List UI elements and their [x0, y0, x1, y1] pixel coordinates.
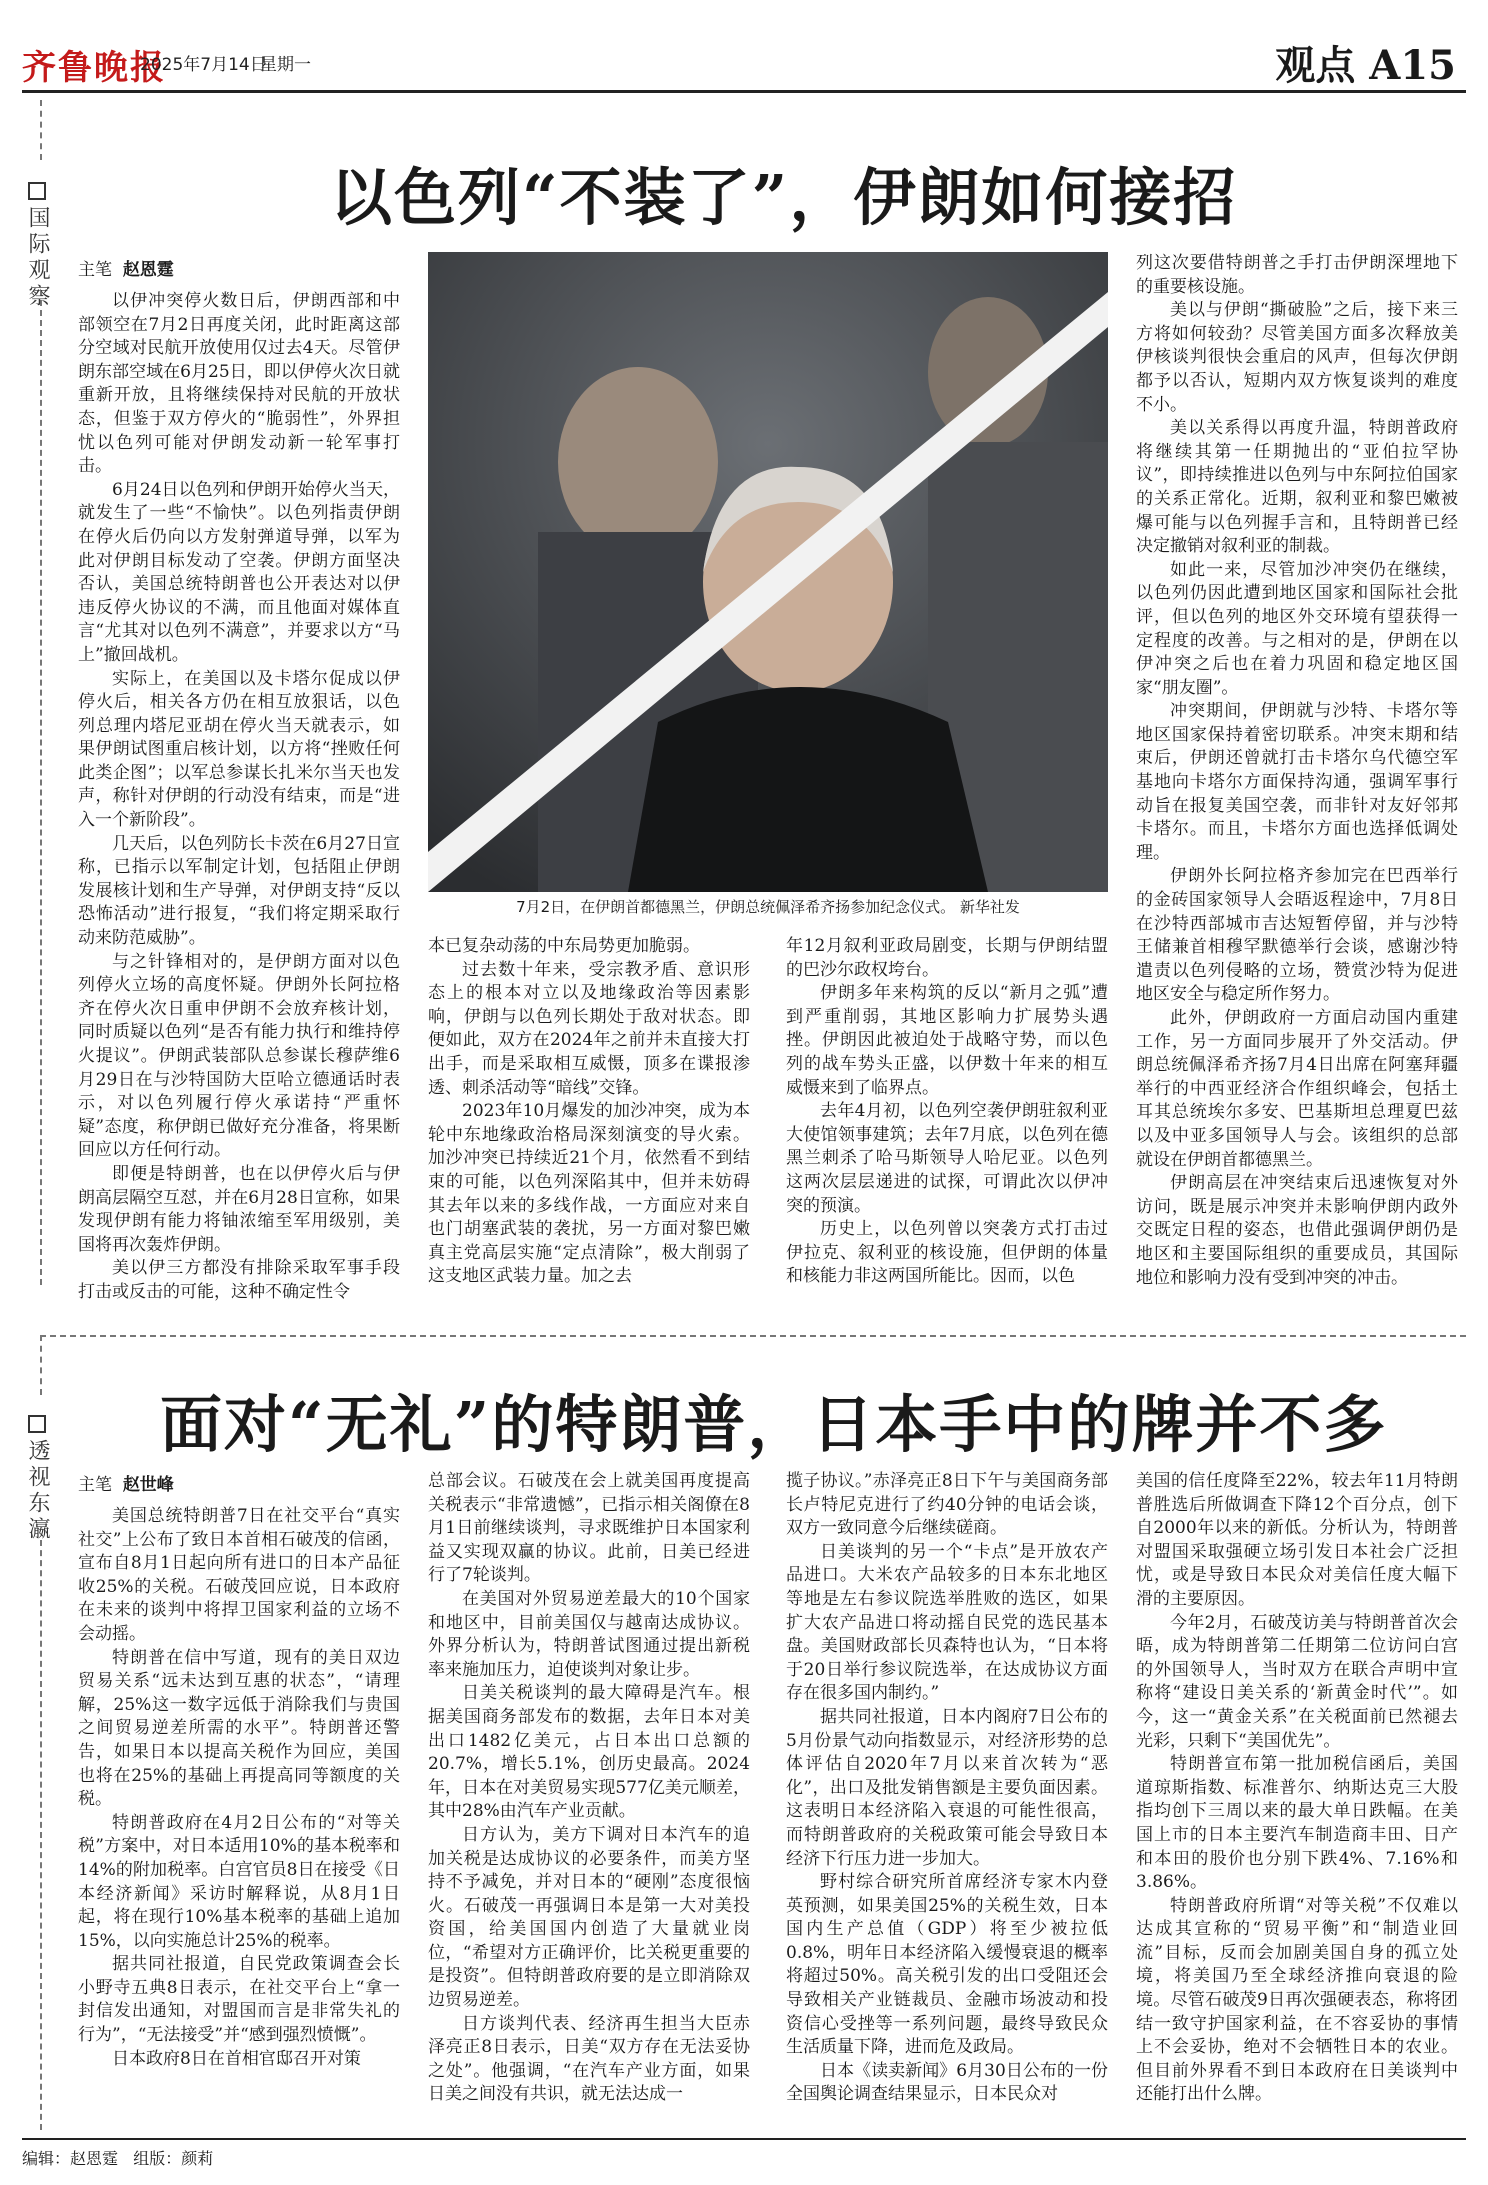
issue-weekday: 星期一	[260, 55, 311, 75]
section-divider-vertical	[40, 1335, 42, 1395]
paragraph: 6月24日以色列和伊朗开始停火当天，就发生了一些“不愉快”。以色列指责伊朗在停火后仍向以方发射弹道导弹，以军为此对伊朗目标发动了空袭。伊朗方面坚决否认，美国总统特朗普也公开表达对以伊违反停火协议的不满，而且他面对媒体直言“尤其对以色列不满意”，并要求以方“马上”撤回战机。	[78, 479, 400, 665]
paragraph: 2023年10月爆发的加沙冲突，成为本轮中东地缘政治格局深刻演变的导火索。加沙冲突已持续近21个月，依然看不到结束的可能，以色列深陷其中，但并未妨碍其去年以来的多线作战，一方面应对来自也门胡塞武装的袭扰，另一方面对黎巴嫩真主党高层实施“定点清除”，极大削弱了这支地区武装力量。加之去	[428, 1101, 750, 1287]
page-section-label: 观点 A15	[1275, 42, 1456, 89]
paragraph: 日本政府8日在首相官邸召开对策	[112, 2048, 361, 2069]
paragraph: 美以关系得以再度升温，特朗普政府将继续其第一任期抛出的“亚伯拉罕协议”，即持续推进以色列与中东阿拉伯国家的关系正常化。近期，叙利亚和黎巴嫩被爆可能与以色列握手言和，且特朗普已经决定撤销对叙利亚的制裁。	[1136, 418, 1458, 557]
paragraph: 历史上，以色列曾以突袭方式打击过伊拉克、叙利亚的核设施，但伊朗的体量和核能力非这两国所能比。因而，以色	[786, 1219, 1108, 1287]
editor-credit: 编辑：赵恩霆	[22, 2149, 119, 2168]
article-column-1	[78, 1505, 400, 2071]
layout-credit: 组版：颜莉	[133, 2149, 214, 2168]
paragraph: 特朗普在信中写道，现有的美日双边贸易关系“远未达到互惠的状态”，“请理解，25%这一数字远低于消除我们与贵国之间贸易逆差所需的水平”。特朗普还警告，如果日本以提高关税作为回应，美国也将在25%的基础上再提高同等额度的关税。	[78, 1647, 400, 1810]
article-column-4	[1136, 1470, 1458, 2107]
paragraph: 在美国对外贸易逆差最大的10个国家和地区中，目前美国仅与越南达成协议。外界分析认为，特朗普试图通过提出新税率来施加压力，迫使谈判对象让步。	[428, 1588, 750, 1680]
paragraph: 据共同社报道，日本内阁府7日公布的5月份景气动向指数显示，对经济形势的总体评估自2020年7月以来首次转为“恶化”，出口及批发销售额是主要负面因素。这表明日本经济陷入衰退的可能性很高，而特朗普政府的关税政策可能会导致日本经济下行压力进一步加大。	[786, 1706, 1108, 1869]
article-column-2	[428, 1470, 750, 2107]
footer-rule	[22, 2138, 1466, 2140]
paragraph: 以伊冲突停火数日后，伊朗西部和中部领空在7月2日再度关闭，此时距离这部分空域对民航开放使用仅过去4天。尽管伊朗东部空域在6月25日，即以伊停火次日就重新开放，且将继续保持对民航的开放状态，但鉴于双方停火的“脆弱性”，外界担忧以色列可能对伊朗发动新一轮军事打击。	[78, 291, 400, 477]
issue-date: 2025年7月14日	[140, 55, 267, 75]
newspaper-masthead: 齐鲁晚报	[22, 48, 166, 88]
paragraph: 实际上，在美国以及卡塔尔促成以伊停火后，相关各方仍在相互放狠话，以色列总理内塔尼亚胡在停火当天就表示，如果伊朗试图重启核计划，以方将“挫败任何此类企图”；以军总参谋长扎米尔当天也发声，称针对伊朗的行动没有结束，而是“进入一个新阶段”。	[78, 668, 400, 831]
article-column-1	[78, 290, 400, 1305]
paragraph: 日美谈判的另一个“卡点”是开放农产品进口。大米农产品较多的日本东北地区等地是左右参议院选举胜败的选区，如果扩大农产品进口将动摇自民党的选民基本盘。美国财政部长贝森特也认为，“日本将于20日举行参议院选举，在达成协议方面存在很多国内制约。”	[786, 1541, 1108, 1704]
news-photo	[428, 252, 1108, 892]
paragraph: 过去数十年来，受宗教矛盾、意识形态上的根本对立以及地缘政治等因素影响，伊朗与以色列长期处于敌对状态。即便如此，双方在2024年之前并未直接大打出手，而是采取相互威慑，顶多在谍报渗透、刺杀活动等“暗线”交锋。	[428, 959, 750, 1098]
paragraph: 日方认为，美方下调对日本汽车的追加关税是达成协议的必要条件，而美方坚持不予减免，并对日本的“硬刚”态度很恼火。石破茂一再强调日本是第一大对美投资国，给美国国内创造了大量就业岗位，“希望对方正确评价，比关税更重要的是投资”。但特朗普政府要的是立即消除双边贸易逆差。	[428, 1824, 750, 2011]
article-column-4	[1136, 252, 1458, 1290]
paragraph: 揽子协议。”赤泽亮正8日下午与美国商务部长卢特尼克进行了约40分钟的电话会谈，双方一致同意今后继续磋商。	[786, 1471, 1108, 1539]
section-divider-vertical	[40, 100, 42, 160]
photo-illustration	[428, 252, 1108, 892]
paragraph: 列这次要借特朗普之手打击伊朗深埋地下的重要核设施。	[1136, 253, 1458, 297]
paragraph: 去年4月初，以色列空袭伊朗驻叙利亚大使馆领事建筑；去年7月底，以色列在德黑兰刺杀了哈马斯领导人哈尼亚。以色列这两次层层递进的试探，可谓此次以伊冲突的预演。	[786, 1101, 1108, 1216]
article-column-3	[786, 935, 1108, 1289]
section-divider-vertical	[40, 1540, 42, 2130]
paragraph: 伊朗外长阿拉格齐参加完在巴西举行的金砖国家领导人会晤返程途中，7月8日在沙特西部城市吉达短暂停留，并与沙特王储兼首相穆罕默德举行会谈，感谢沙特遣责以色列侵略的立场，赞赏沙特为促进地区安全与稳定所作努力。	[1136, 866, 1458, 1005]
section-tag-box	[28, 182, 46, 200]
paragraph: 日本《读卖新闻》6月30日公布的一份全国舆论调查结果显示，日本民众对	[786, 2060, 1108, 2105]
paragraph: 年12月叙利亚政局剧变，长期与伊朗结盟的巴沙尔政权垮台。	[786, 936, 1108, 980]
section-tag: 透视东瀛	[22, 1415, 53, 1543]
paragraph: 如此一来，尽管加沙冲突仍在继续，以色列仍因此遭到地区国家和国际社会批评，但以色列的地区外交环境有望获得一定程度的改善。与之相对的是，伊朗在以伊冲突之后也在着力巩固和稳定地区国家“朋友圈”。	[1136, 559, 1458, 698]
header-rule	[22, 90, 1466, 93]
section-tag-box	[28, 1415, 46, 1433]
paragraph: 美国的信任度降至22%，较去年11月特朗普胜选后所做调查下降12个百分点，创下自2000年以来的新低。分析认为，特朗普对盟国采取强硬立场引发日本社会广泛担忧，或是导致日本民众对美信任度大幅下滑的主要原因。	[1136, 1471, 1458, 1609]
paragraph: 此外，伊朗政府一方面启动国内重建工作，另一方面同步展开了外交活动。伊朗总统佩泽希齐扬7月4日出席在阿塞拜疆举行的中西亚经济合作组织峰会，包括土耳其总统埃尔多安、巴基斯坦总理夏巴兹以及中亚多国领导人与会。该组织的总部就设在伊朗首都德黑兰。	[1136, 1008, 1458, 1170]
article-divider	[40, 1335, 1466, 1337]
article-headline: 以色列“不装了”，伊朗如何接招	[330, 161, 1238, 234]
paragraph: 特朗普政府在4月2日公布的“对等关税”方案中，对日本适用10%的基本税率和14%的附加税率。白宫官员8日在接受《日本经济新闻》采访时解释说，从8月1日起，将在现行10%基本税率的基础上追加15%，以向实施总计25%的税率。	[78, 1812, 400, 1951]
article-byline: 主笔 赵恩霆	[78, 260, 174, 280]
paragraph: 总部会议。石破茂在会上就美国再度提高关税表示“非常遗憾”，已指示相关阁僚在8月1日前继续谈判，寻求既维护日本国家利益又实现双赢的协议。此前，日美已经进行了7轮谈判。	[428, 1471, 750, 1586]
paragraph: 美以与伊朗“撕破脸”之后，接下来三方将如何较劲？尽管美国方面多次释放美伊核谈判很快会重启的风声，但每次伊朗都予以否认，短期内双方恢复谈判的难度不小。	[1136, 300, 1458, 415]
article-headline: 面对“无礼”的特朗普，日本手中的牌并不多	[160, 1388, 1388, 1461]
paragraph: 特朗普政府所谓“对等关税”不仅难以达成其宣称的“贸易平衡”和“制造业回流”目标，反而会加剧美国自身的孤立处境，将美国乃至全球经济推向衰退的险境。尽管石破茂9日再次强硬表态，称将团结一致守护国家利益，在不容妥协的事情上不会妥协，绝对不会牺牲日本的农业。但目前外界看不到日本政府在日美谈判中还能打出什么牌。	[1136, 1895, 1458, 2105]
paragraph: 美以伊三方都没有排除采取军事手段打击或反击的可能，这种不确定性令	[78, 1258, 400, 1302]
page-footer	[22, 2146, 213, 2169]
article-byline: 主笔 赵世峰	[78, 1475, 174, 1495]
paragraph: 伊朗高层在冲突结束后迅速恢复对外访问，既是展示冲突并未影响伊朗内政外交既定日程的姿态，也借此强调伊朗仍是地区和主要国际组织的重要成员，其国际地位和影响力没有受到冲突的冲击。	[1136, 1173, 1458, 1288]
article-column-3	[786, 1470, 1108, 2107]
paragraph: 即便是特朗普，也在以伊停火后与伊朗高层隔空互怼，并在6月28日宣称，如果发现伊朗有能力将铀浓缩至军用级别，美国将再次轰炸伊朗。	[78, 1163, 400, 1255]
paragraph: 美国总统特朗普7日在社交平台“真实社交”上公布了致日本首相石破茂的信函，宣布自8月1日起向所有进口的日本产品征收25%的关税。石破茂回应说，日本政府在未来的谈判中将捍卫国家利益的立场不会动摇。	[78, 1506, 400, 1644]
section-tag: 国际观察	[22, 182, 53, 310]
paragraph: 日方谈判代表、经济再生担当大臣赤泽亮正8日表示，日美“双方存在无法妥协之处”。他强调，“在汽车产业方面，如果日美之间没有共识，就无法达成一	[428, 2013, 750, 2105]
paragraph: 与之针锋相对的，是伊朗方面对以色列停火立场的高度怀疑。伊朗外长阿拉格齐在停火次日重申伊朗不会放弃核计划，同时质疑以色列“是否有能力执行和维持停火提议”。伊朗武装部队总参谋长穆萨维6月29日在与沙特国防大臣哈立德通话时表示，对以色列履行停火承诺持“严重怀疑”态度，称伊朗已做好充分准备，将果断回应以方任何行动。	[78, 951, 400, 1161]
paragraph: 据共同社报道，自民党政策调查会长小野寺五典8日表示，在社交平台上“拿一封信发出通知，对盟国而言是非常失礼的行为”，“无法接受”并“感到强烈愤慨”。	[78, 1954, 400, 2046]
article-column-2	[428, 935, 750, 1289]
paragraph: 几天后，以色列防长卡茨在6月27日宣称，已指示以军制定计划，包括阻止伊朗发展核计划和生产导弹，对伊朗支持“反以恐怖活动”进行报复，“我们将定期采取行动来防范威胁”。	[78, 833, 400, 949]
paragraph: 伊朗多年来构筑的反以“新月之弧”遭到严重削弱，其地区影响力扩展势头遇挫。伊朗因此被迫处于战略守势，而以色列的战车势头正盛，以伊数十年来的相互威慑来到了临界点。	[786, 983, 1108, 1098]
paragraph: 本已复杂动荡的中东局势更加脆弱。	[428, 936, 700, 956]
paragraph: 特朗普宣布第一批加税信函后，美国道琼斯指数、标准普尔、纳斯达克三大股指均创下三周以来的最大单日跌幅。在美国上市的日本主要汽车制造商丰田、日产和本田的股价也分别下跌4%、7.16%和3.86%。	[1136, 1754, 1458, 1893]
paragraph: 野村综合研究所首席经济专家木内登英预测，如果美国25%的关税生效，日本国内生产总值（GDP）将至少被拉低0.8%，明年日本经济陷入缓慢衰退的概率将超过50%。高关税引发的出口受阻还会导致相关产业链裁员、金融市场波动和投资信心受挫等一系列问题，最终导致民众生活质量下降，进而危及政局。	[786, 1872, 1108, 2058]
paragraph: 冲突期间，伊朗就与沙特、卡塔尔等地区国家保持着密切联系。冲突末期和结束后，伊朗还曾就打击卡塔尔乌代德空军基地向卡塔尔方面保持沟通，强调军事行动旨在报复美国空袭，而非针对友好邻邦卡塔尔。而且，卡塔尔方面也选择低调处理。	[1136, 701, 1458, 863]
section-divider-vertical	[40, 290, 42, 1285]
paragraph: 日美关税谈判的最大障碍是汽车。根据美国商务部发布的数据，去年日本对美出口1482亿美元，占日本出口总额的20.7%，增长5.1%，创历史最高。2024年，日本在对美贸易实现577亿美元顺差，其中28%由汽车产业贡献。	[428, 1683, 750, 1822]
photo-caption: 7月2日，在伊朗首都德黑兰，伊朗总统佩泽希齐扬参加纪念仪式。 新华社发	[516, 898, 1020, 916]
paragraph: 今年2月，石破茂访美与特朗普首次会晤，成为特朗普第二任期第二位访问白宫的外国领导人，当时双方在联合声明中宣称将“建设日美关系的‘新黄金时代’”。如今，这一“黄金关系”在关税面前已然褪去光彩，只剩下“美国优先”。	[1136, 1612, 1458, 1751]
